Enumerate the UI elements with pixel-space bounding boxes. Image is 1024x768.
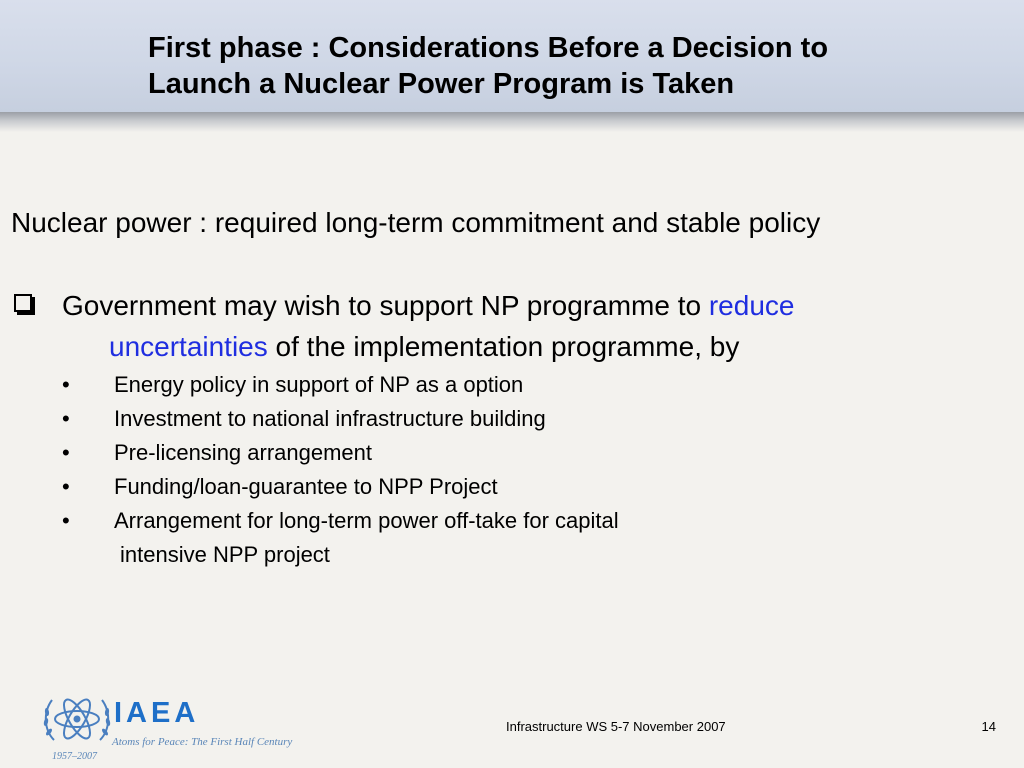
main-point-text: [62, 285, 1002, 367]
bullet-dot-icon: •: [62, 440, 70, 465]
list-item-text: Arrangement for long-term power off-take for capital: [114, 508, 619, 533]
highlight-uncertainties: uncertainties: [109, 331, 268, 362]
list-item: [62, 470, 619, 504]
logo-tagline: Atoms for Peace: The First Half Century: [112, 736, 293, 748]
slide-title: [148, 30, 1008, 102]
logo-wordmark: IAEA: [114, 697, 200, 729]
checkbox-bullet-icon: [14, 294, 32, 312]
slide-title-line-2: Launch a Nuclear Power Program is Taken: [148, 68, 735, 100]
bullet-dot-icon: •: [62, 406, 70, 431]
main-point-line-1: [62, 285, 1002, 326]
iaea-logo: [40, 688, 320, 763]
bullet-dot-icon: •: [62, 508, 70, 533]
list-item-continuation: intensive NPP project: [120, 542, 330, 567]
slide-title-line-1: First phase : Considerations Before a Decision to: [148, 32, 829, 64]
bullet-dot-icon: •: [62, 372, 70, 397]
list-item-text: Energy policy in support of NP as a option: [114, 372, 524, 397]
main-point-text-after: of the implementation programme, by: [267, 331, 740, 362]
list-item: [62, 368, 619, 402]
page-number: 14: [981, 719, 996, 734]
list-item: [62, 402, 619, 436]
list-item-text: Investment to national infrastructure building: [114, 406, 546, 431]
list-item-text: Funding/loan-guarantee to NPP Project: [114, 474, 498, 499]
logo-years: 1957–2007: [52, 751, 97, 762]
main-point-line-2: [62, 326, 1002, 367]
main-point-text-before: Government may wish to support NP programme to: [62, 290, 709, 321]
highlight-reduce: reduce: [708, 290, 795, 321]
list-item: [62, 436, 619, 470]
atom-laurel-icon: [40, 688, 114, 752]
slide-subtitle: Nuclear power : required long-term commitment and stable policy: [11, 207, 821, 238]
bullet-dot-icon: •: [62, 474, 70, 499]
bullet-list: [62, 368, 619, 572]
footer-event: Infrastructure WS 5-7 November 2007: [506, 719, 726, 734]
list-item-text: Pre-licensing arrangement: [114, 440, 373, 465]
title-bar-shadow: [0, 112, 1024, 132]
list-item: [62, 504, 619, 572]
